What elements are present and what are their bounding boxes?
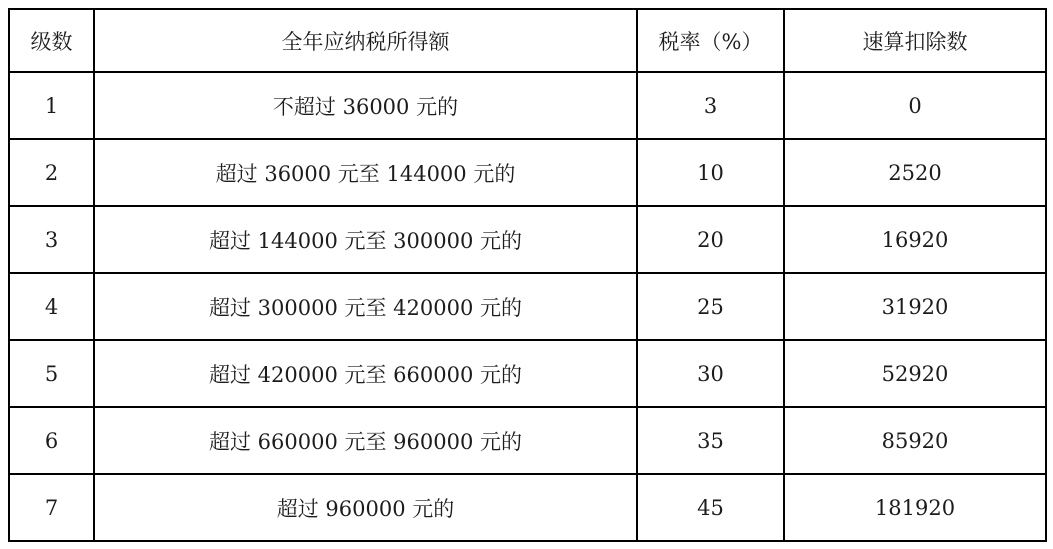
cell-rate: 25 <box>637 273 784 340</box>
cell-income: 超过 300000 元至 420000 元的 <box>94 273 637 340</box>
cell-rate: 35 <box>637 407 784 474</box>
table-header-row <box>9 9 1046 72</box>
cell-deduction: 52920 <box>784 340 1046 407</box>
cell-rate: 3 <box>637 72 784 139</box>
table-row <box>9 474 1046 541</box>
cell-deduction: 85920 <box>784 407 1046 474</box>
table-row <box>9 139 1046 206</box>
cell-income: 超过 420000 元至 660000 元的 <box>94 340 637 407</box>
cell-deduction: 181920 <box>784 474 1046 541</box>
tax-rate-table <box>8 8 1047 542</box>
column-header-rate: 税率（%） <box>637 9 784 72</box>
cell-income: 超过 660000 元至 960000 元的 <box>94 407 637 474</box>
column-header-deduction: 速算扣除数 <box>784 9 1046 72</box>
cell-deduction: 31920 <box>784 273 1046 340</box>
cell-rate: 30 <box>637 340 784 407</box>
cell-income: 超过 144000 元至 300000 元的 <box>94 206 637 273</box>
cell-income: 超过 960000 元的 <box>94 474 637 541</box>
cell-rate: 10 <box>637 139 784 206</box>
cell-level: 7 <box>9 474 94 541</box>
table-row <box>9 72 1046 139</box>
cell-deduction: 0 <box>784 72 1046 139</box>
cell-rate: 45 <box>637 474 784 541</box>
cell-level: 4 <box>9 273 94 340</box>
cell-income: 超过 36000 元至 144000 元的 <box>94 139 637 206</box>
cell-deduction: 2520 <box>784 139 1046 206</box>
cell-deduction: 16920 <box>784 206 1046 273</box>
cell-level: 3 <box>9 206 94 273</box>
table-row <box>9 273 1046 340</box>
cell-income: 不超过 36000 元的 <box>94 72 637 139</box>
table-row <box>9 407 1046 474</box>
column-header-income: 全年应纳税所得额 <box>94 9 637 72</box>
cell-rate: 20 <box>637 206 784 273</box>
cell-level: 1 <box>9 72 94 139</box>
cell-level: 5 <box>9 340 94 407</box>
table-row <box>9 206 1046 273</box>
cell-level: 2 <box>9 139 94 206</box>
column-header-level: 级数 <box>9 9 94 72</box>
cell-level: 6 <box>9 407 94 474</box>
table-row <box>9 340 1046 407</box>
